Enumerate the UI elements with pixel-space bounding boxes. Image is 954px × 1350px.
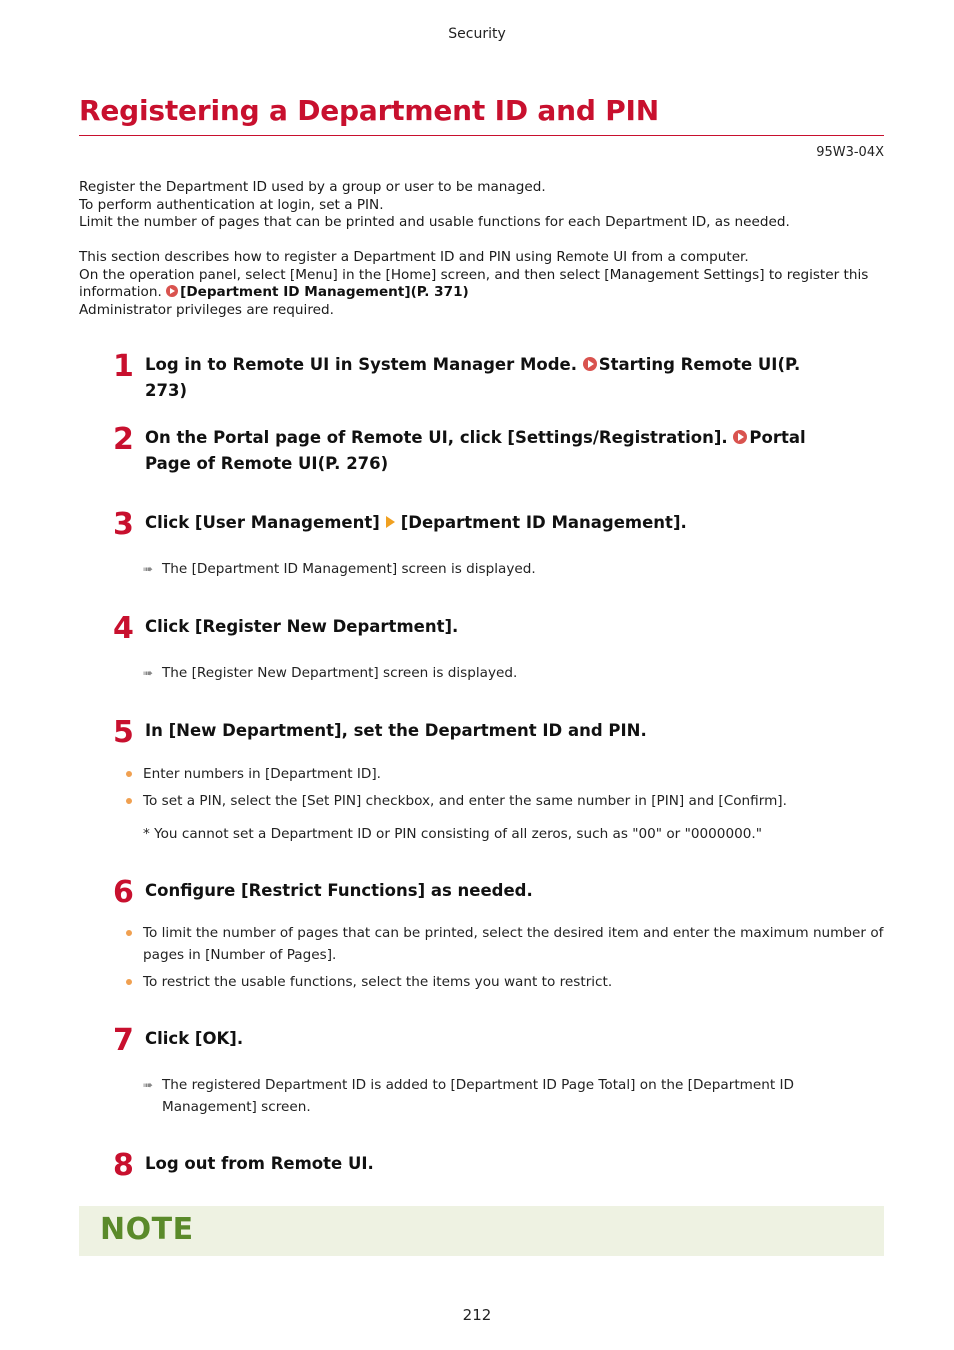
step-8-text: Log out from Remote UI. bbox=[145, 1154, 374, 1173]
step-number: 8 bbox=[113, 1148, 134, 1183]
dot-icon bbox=[126, 979, 132, 985]
intro-line: Limit the number of pages that can be printed and usable functions for each Department ID, as needed. bbox=[79, 214, 790, 230]
bullet-text: pages in [Number of Pages]. bbox=[143, 947, 337, 963]
double-arrow-icon: ➠ bbox=[143, 666, 154, 680]
triangle-right-icon bbox=[386, 516, 395, 528]
double-arrow-icon: ➠ bbox=[143, 1078, 154, 1092]
intro-line: Administrator privileges are required. bbox=[79, 301, 334, 318]
step-label: Log in to Remote UI in System Manager Mode. bbox=[145, 355, 578, 374]
step-5-text: In [New Department], set the Department ID and PIN. bbox=[145, 721, 647, 740]
page-number: 212 bbox=[462, 1306, 492, 1324]
dot-icon bbox=[126, 771, 132, 777]
bullet-text: Enter numbers in [Department ID]. bbox=[143, 766, 381, 782]
step-7-text: Click [OK]. bbox=[145, 1029, 244, 1048]
page-title: Registering a Department ID and PIN bbox=[79, 94, 660, 127]
step-number: 3 bbox=[113, 507, 134, 542]
intro-line: Register the Department ID used by a group or user to be managed. bbox=[79, 179, 546, 195]
intro-paragraph-1 bbox=[79, 179, 884, 232]
link-label: Starting Remote UI(P. 273) bbox=[145, 355, 801, 400]
step-number: 5 bbox=[113, 715, 134, 750]
step-2-text bbox=[145, 425, 845, 477]
note-label: NOTE bbox=[100, 1212, 194, 1247]
page-header: Security bbox=[448, 26, 506, 42]
step-number: 6 bbox=[113, 875, 134, 910]
list-item bbox=[126, 922, 886, 966]
circle-arrow-icon bbox=[733, 430, 747, 444]
dot-icon bbox=[126, 930, 132, 936]
step-label: On the Portal page of Remote UI, click [Settings/Registration]. bbox=[145, 428, 728, 447]
link-label: [Department ID Management](P. 371) bbox=[180, 284, 469, 300]
list-item bbox=[126, 763, 886, 785]
list-item bbox=[126, 971, 886, 993]
intro-line: On the operation panel, select [Menu] in the [Home] screen, and then select [Management Settings] to register this bbox=[79, 266, 869, 283]
link-label: Portal Page of Remote UI(P. 276) bbox=[145, 428, 806, 473]
step-number: 2 bbox=[113, 422, 134, 457]
step-1-text bbox=[145, 352, 845, 404]
intro-text: information. bbox=[79, 284, 162, 300]
department-id-management-link[interactable] bbox=[166, 284, 469, 300]
bullet-text: To restrict the usable functions, select the items you want to restrict. bbox=[143, 974, 613, 990]
result-text: The [Register New Department] screen is displayed. bbox=[162, 665, 518, 681]
step-3-text bbox=[145, 510, 845, 536]
list-item bbox=[126, 790, 886, 812]
result-text: Management] screen. bbox=[162, 1099, 311, 1115]
step-number: 1 bbox=[113, 349, 134, 384]
intro-line: To perform authentication at login, set a PIN. bbox=[79, 196, 384, 213]
step-number: 7 bbox=[113, 1023, 134, 1058]
dot-icon bbox=[126, 798, 132, 804]
bullet-text: To limit the number of pages that can be printed, select the desired item and enter the maximum number of bbox=[143, 925, 884, 941]
step-4-result bbox=[143, 662, 843, 684]
circle-arrow-icon bbox=[166, 285, 178, 297]
document-code: 95W3-04X bbox=[816, 145, 884, 160]
step-number: 4 bbox=[113, 611, 134, 646]
step-7-result bbox=[143, 1074, 843, 1118]
note-box bbox=[79, 1206, 884, 1256]
circle-arrow-icon bbox=[583, 357, 597, 371]
intro-paragraph-2 bbox=[79, 249, 884, 319]
step-label: Click [User Management] bbox=[145, 513, 380, 532]
step-4-text: Click [Register New Department]. bbox=[145, 617, 459, 636]
result-text: The registered Department ID is added to [Department ID Page Total] on the [Department ID bbox=[162, 1077, 794, 1093]
bullet-text: To set a PIN, select the [Set PIN] checkbox, and enter the same number in [PIN] and [Confirm]. bbox=[143, 793, 787, 809]
step-5-footnote: * You cannot set a Department ID or PIN consisting of all zeros, such as "00" or "0000000." bbox=[143, 826, 762, 842]
double-arrow-icon: ➠ bbox=[143, 562, 154, 576]
intro-line: This section describes how to register a Department ID and PIN using Remote UI from a computer. bbox=[79, 249, 749, 265]
intro-line bbox=[79, 284, 884, 302]
step-label: [Department ID Management]. bbox=[400, 513, 687, 532]
result-text: The [Department ID Management] screen is displayed. bbox=[162, 561, 536, 577]
title-divider bbox=[79, 135, 884, 136]
step-3-result bbox=[143, 558, 843, 580]
step-6-text: Configure [Restrict Functions] as needed. bbox=[145, 881, 533, 900]
